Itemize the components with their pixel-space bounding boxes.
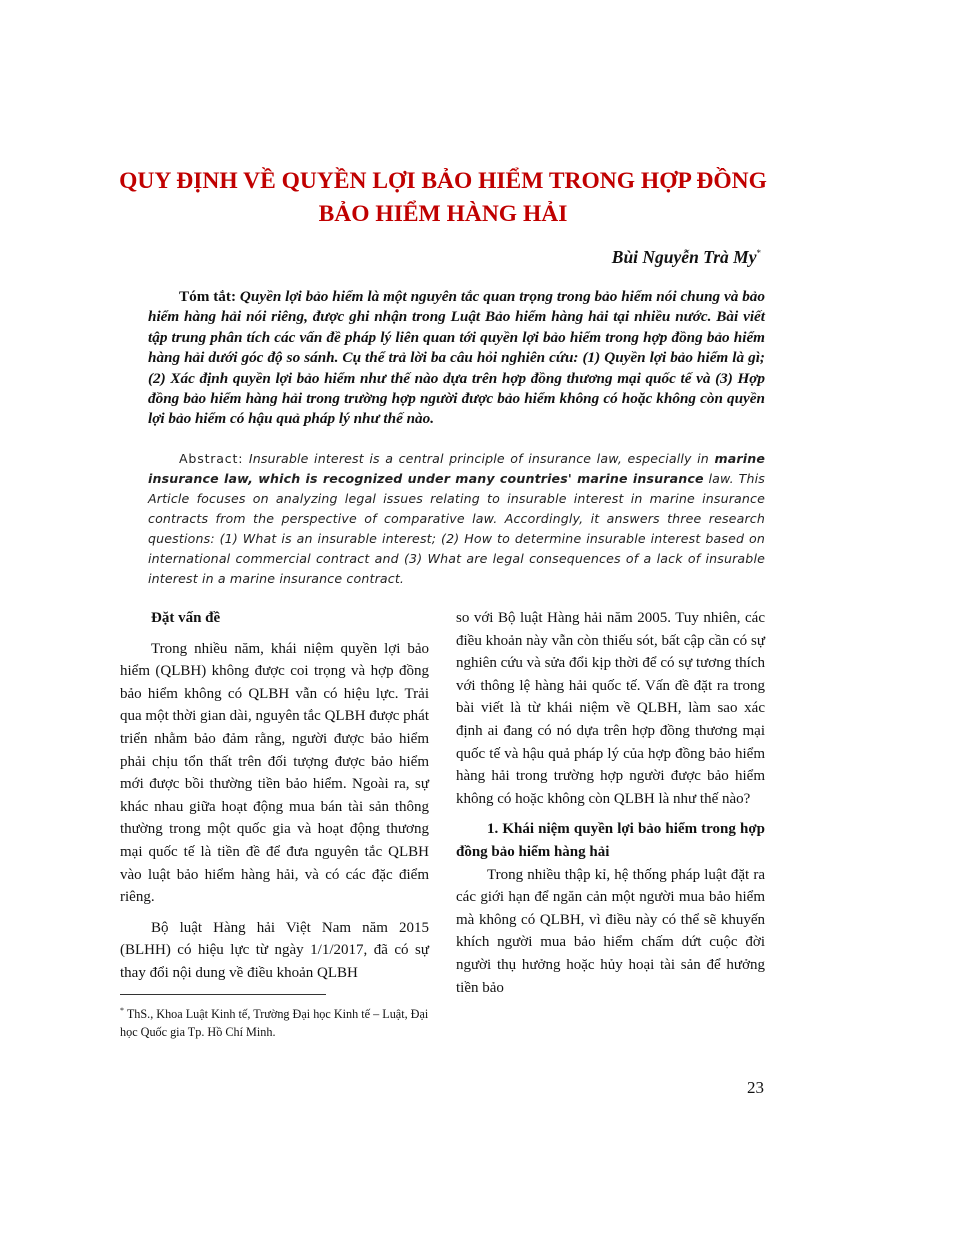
abstract-en-label: Abstract:: [179, 451, 244, 466]
abstract-english: [148, 449, 765, 589]
right-paragraph-2: Trong nhiều thập kỉ, hệ thống pháp luật đặt ra các giới hạn để ngăn cản một người mua bảo hiểm mà không có QLBH, vì điều này có thể sẽ khuyến khích người mua bảo hiểm chấm dứt cuộc đời người thụ hưởng hoặc hủy hoại tài sản để hưởng tiền bảo: [456, 866, 765, 996]
author-footnote-mark[interactable]: *: [756, 248, 761, 258]
section-heading-introduction: Đặt vấn đề: [151, 610, 221, 626]
footnote-divider: [120, 994, 326, 995]
footnote-mark: *: [120, 1006, 124, 1015]
abstract-en-text-b: marine insurance law, which is recognized under many countries' marine insurance: [148, 451, 766, 486]
abstract-vietnamese: [148, 287, 765, 430]
author: [580, 241, 761, 269]
left-paragraph-2: Bộ luật Hàng hải Việt Nam năm 2015 (BLHH) có hiệu lực từ ngày 1/1/2017, đã có sự thay đổi nội dung về điều khoản QLBH: [120, 919, 429, 981]
abstract-en-text-a: Insurable interest is a central principle of insurance law, especially in: [248, 451, 709, 466]
spacer: [456, 810, 765, 818]
abstract-vi-label: Tóm tắt:: [179, 288, 237, 305]
title-line-2: BẢO HIỂM HÀNG HẢI: [318, 201, 568, 227]
left-paragraph-1: Trong nhiều năm, khái niệm quyền lợi bảo hiểm (QLBH) không được coi trọng và hợp đồng bảo hiểm không có QLBH vẫn có hiệu lực. Trải qua một thời gian dài, nguyên tắc QLBH được phát triển nhằm bảo đảm rằng, người được bảo hiểm phải chịu tổn thất trên đối tượng được bảo hiểm mới được bồi thường tiền bảo hiểm. Ngoài ra, sự khác nhau giữa hoạt động mua bán tài sản thông thường trong một quốc gia và hoạt động thương mại quốc tế là tiền đề để đưa nguyên tắc QLBH vào luật bảo hiểm hàng hải, và có các đặc điểm riêng.: [120, 640, 429, 906]
footnote: [120, 1002, 432, 1041]
right-column: [456, 607, 765, 999]
article-title: [118, 165, 768, 231]
left-column: [120, 607, 429, 985]
spacer: [120, 630, 429, 638]
title-line-1: QUY ĐỊNH VỀ QUYỀN LỢI BẢO HIỂM TRONG HỢP ĐỒNG: [119, 168, 767, 194]
author-name: Bùi Nguyễn Trà My: [611, 246, 757, 267]
right-paragraph-1: so với Bộ luật Hàng hải năm 2005. Tuy nhiên, các điều khoản này vẫn còn thiếu sót, bất cập cần có sự nghiên cứu và sửa đổi kịp thời để có sự tương thích với thông lệ hàng hải quốc tế. Vấn đề đặt ra trong bài viết là từ khái niệm về QLBH, làm sao xác định ai đang có nó dựa trên hợp đồng thương mại quốc tế và hậu quả pháp lý của hợp đồng bảo hiểm hàng hải trong trường hợp người được bảo hiểm không có hoặc không còn QLBH là như thế nào?: [456, 610, 765, 807]
footnote-text: ThS., Khoa Luật Kinh tế, Trường Đại học Kinh tế – Luật, Đại học Quốc gia Tp. Hồ Chí Minh.: [120, 1007, 429, 1040]
page-number: 23: [747, 1078, 764, 1097]
abstract-vi-text: Quyền lợi bảo hiểm là một nguyên tắc quan trọng trong bảo hiểm nói chung và bảo hiểm hàng hải nói riêng, được ghi nhận trong Luật Bảo hiểm hàng hải tại nhiều nước. Bài viết tập trung phân tích các vấn đề pháp lý liên quan tới quyền lợi bảo hiểm trong hợp đồng bảo hiểm hàng hải dưới góc độ so sánh. Cụ thể trả lời ba câu hỏi nghiên cứu: (1) Quyền lợi bảo hiểm là gì; (2) Xác định quyền lợi bảo hiểm như thế nào dựa trên hợp đồng thương mại quốc tế và (3) Hợp đồng bảo hiểm hàng hải trong trường hợp người được bảo hiểm không có hoặc không còn quyền lợi bảo hiểm có hậu quả pháp lý như thế nào.: [148, 288, 765, 428]
section-heading-1: 1. Khái niệm quyền lợi bảo hiểm trong hợp đồng bảo hiểm hàng hải: [456, 821, 765, 860]
spacer: [120, 909, 429, 917]
abstract-en-text-c: law. This Article focuses on analyzing legal issues relating to insurable interest in marine insurance contracts from the perspective of comparative law. Accordingly, it answers three research questions: (1) What is an insurable interest; (2) How to determine insurable interest based on international commercial contract and (3) What are legal consequences of a lack of insurable interest in a marine insurance contract.: [148, 471, 765, 586]
